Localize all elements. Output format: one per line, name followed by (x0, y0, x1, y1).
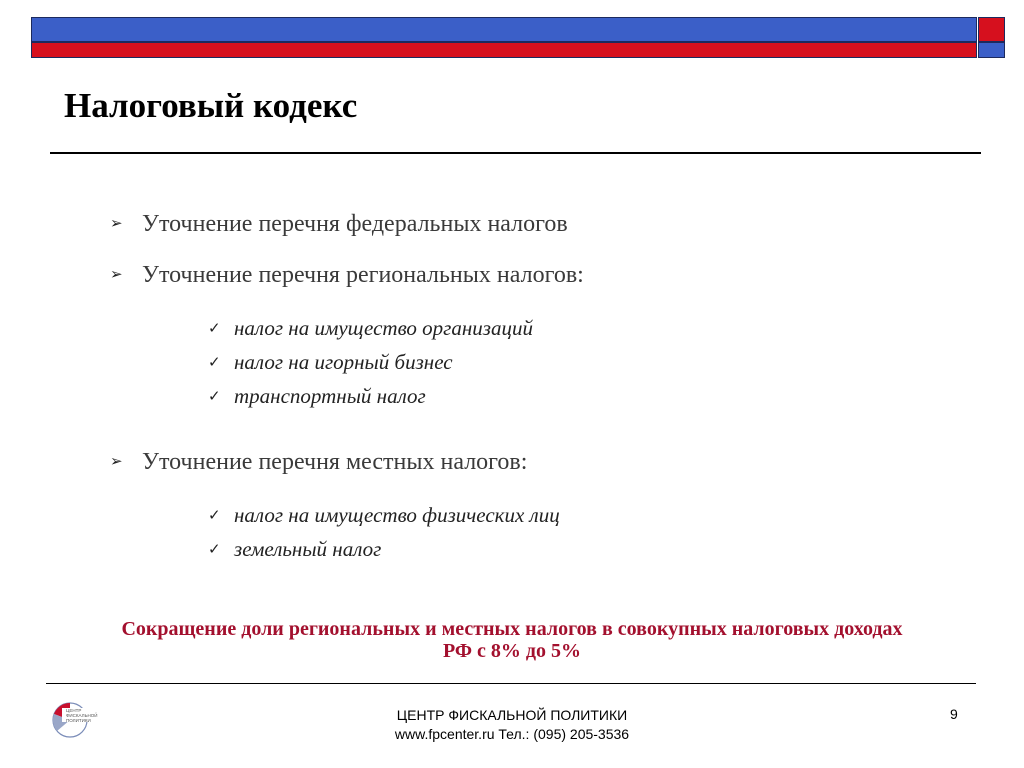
regional-item (208, 350, 453, 375)
footer-org-name: ЦЕНТР ФИСКАЛЬНОЙ ПОЛИТИКИ (396, 707, 628, 723)
bullet-text: Уточнение перечня федеральных налогов (142, 211, 568, 237)
top-bar-blue-stripe (31, 17, 977, 42)
sub-item-text: налог на игорный бизнес (234, 350, 453, 374)
sub-item-text: налог на имущество организаций (234, 316, 533, 340)
logo-text-line-2: ФИСКАЛЬНОЙ (66, 713, 98, 718)
bullet-local (110, 449, 527, 476)
footer-divider (46, 683, 976, 684)
sub-item-text: налог на имущество физических лиц (234, 503, 560, 527)
arrowhead-bullet-icon: ➢ (110, 214, 123, 232)
checkmark-icon: ✓ (208, 353, 221, 371)
page-number: 9 (950, 706, 958, 722)
regional-item (208, 384, 426, 409)
top-bar-red-square (978, 17, 1005, 42)
fiscal-policy-center-logo (48, 696, 112, 742)
arrowhead-bullet-icon: ➢ (110, 265, 123, 283)
local-item (208, 503, 560, 528)
logo-text-line-1: ЦЕНТР (66, 708, 82, 713)
checkmark-icon: ✓ (208, 319, 221, 337)
arrowhead-bullet-icon: ➢ (110, 452, 123, 470)
bullet-federal (110, 211, 568, 238)
top-bar-blue-square (978, 42, 1005, 58)
footer-info (300, 706, 724, 744)
footer-contacts: www.fpcenter.ru Тел.: (095) 205-3536 (394, 726, 630, 742)
bullet-text: Уточнение перечня региональных налогов: (142, 262, 584, 288)
conclusion-line-1: Сокращение доли региональных и местных налогов в совокупных налоговых доходах (121, 618, 903, 640)
regional-item (208, 316, 533, 341)
top-decorative-bar (31, 17, 1005, 58)
bullet-text: Уточнение перечня местных налогов: (142, 449, 528, 475)
checkmark-icon: ✓ (208, 540, 221, 558)
conclusion-statement (40, 618, 984, 662)
logo-text-line-3: ПОЛИТИКИ (66, 718, 91, 723)
conclusion-line-2: РФ с 8% до 5% (442, 640, 582, 662)
checkmark-icon: ✓ (208, 387, 221, 405)
checkmark-icon: ✓ (208, 506, 221, 524)
slide-title: Налоговый кодекс (64, 86, 358, 125)
title-divider (50, 152, 981, 154)
local-item (208, 537, 381, 562)
sub-item-text: транспортный налог (234, 384, 426, 408)
sub-item-text: земельный налог (234, 537, 382, 561)
top-bar-red-stripe (31, 42, 977, 58)
bullet-regional (110, 262, 584, 289)
